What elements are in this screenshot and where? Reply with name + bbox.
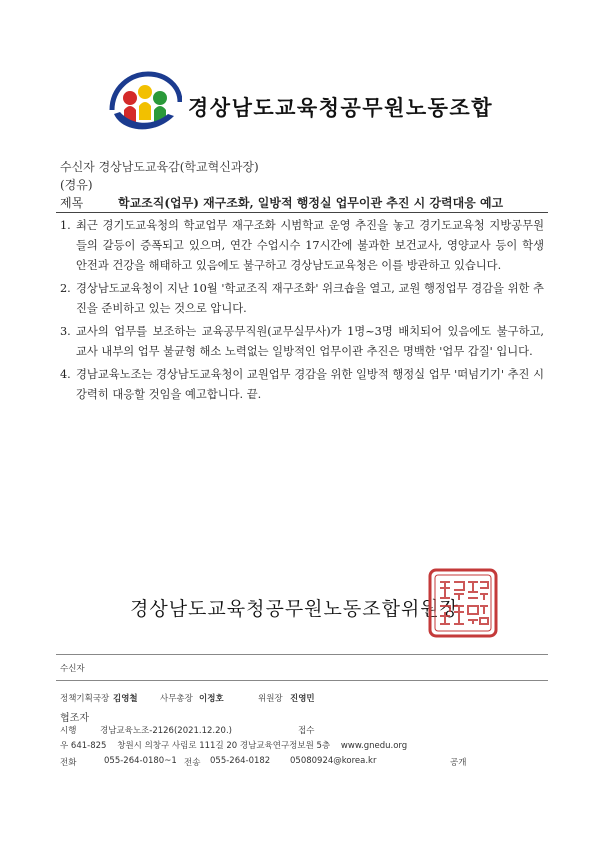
item-text: 경상남도교육청이 지난 10월 '학교조직 재구조화' 위크숍을 열고, 교원 행정업무 경감을 위한 추진을 준비하고 있는 것으로 압니다. xyxy=(76,282,544,315)
item-number: 4. xyxy=(60,368,71,381)
fax-label: 전송 xyxy=(184,758,201,768)
body-item xyxy=(60,216,544,276)
phone-label: 전화 xyxy=(60,758,77,768)
cooperator-label: 협조자 xyxy=(60,713,89,724)
body-list xyxy=(60,216,544,408)
email-value: 05080924@korea.kr xyxy=(290,756,377,766)
item-text: 교사의 업무를 보조하는 교육공무직원(교무실무사)가 1명~3명 배치되어 있음에도 불구하고, 교사 내부의 업무 불균형 해소 노력없는 일방적인 업무이관 추진은 명백한 '업무 갑질' 입니다. xyxy=(76,325,544,358)
address-line: 우 641-825 창원시 의창구 사림로 111길 20 경남교육연구정보원 5층 www.gnedu.org xyxy=(60,741,408,751)
approver-role: 정책기획국장 xyxy=(60,694,110,704)
item-text: 경남교육노조는 경상남도교육청이 교원업무 경감을 위한 일방적 행정실 업무 '떠넘기기' 추진 시 강력히 대응할 것임을 예고합니다. 끝. xyxy=(76,368,544,401)
subject-text: 학교조직(업무) 재구조화, 일방적 행정실 업무이관 추진 시 강력대응 예고 xyxy=(118,196,504,210)
disclosure-value: 공개 xyxy=(450,758,467,768)
fax-value: 055-264-0182 xyxy=(210,756,271,766)
approver-role: 사무총장 xyxy=(160,694,193,704)
union-logo xyxy=(108,70,182,136)
approver-name: 진영민 xyxy=(290,694,315,704)
body-item xyxy=(60,322,544,362)
approver-name: 김영철 xyxy=(113,694,138,704)
footer-divider-mid xyxy=(56,680,548,681)
body-item xyxy=(60,279,544,319)
enforce-label: 시행 xyxy=(60,726,77,736)
subject-label: 제목 xyxy=(60,196,84,210)
receive-label: 접수 xyxy=(298,726,315,736)
item-number: 3. xyxy=(60,325,71,338)
via-line: (경유) xyxy=(60,178,93,192)
official-seal xyxy=(428,568,498,638)
phone-value: 055-264-0180~1 xyxy=(104,756,177,766)
recipient-line: 수신자 경상남도교육감(학교혁신과장) xyxy=(60,160,259,174)
item-text: 최근 경기도교육청의 학교업무 재구조화 시범학교 운영 추진을 놓고 경기도교육청 지방공무원들의 갈등이 증폭되고 있으며, 연간 수업시수 17시간에 불과한 보건교사, 영양교사 등이 학생 안전과 건강을 해태하고 있음에도 불구하고 경상남도교육청은 이를 방관하고 있습니다. xyxy=(76,219,544,272)
footer-recipient-label: 수신자 xyxy=(60,664,85,674)
signer-name: 경상남도교육청공무원노동조합위원장 xyxy=(130,598,460,620)
subject-divider xyxy=(56,212,548,213)
body-item xyxy=(60,365,544,405)
item-number: 2. xyxy=(60,282,71,295)
footer-divider-top xyxy=(56,654,548,655)
org-title: 경상남도교육청공무원노동조합 xyxy=(188,95,494,120)
enforce-value: 경남교육노조-2126(2021.12.20.) xyxy=(100,726,232,736)
approver-role: 위원장 xyxy=(258,694,283,704)
item-number: 1. xyxy=(60,219,71,232)
approver-name: 이정호 xyxy=(199,694,224,704)
